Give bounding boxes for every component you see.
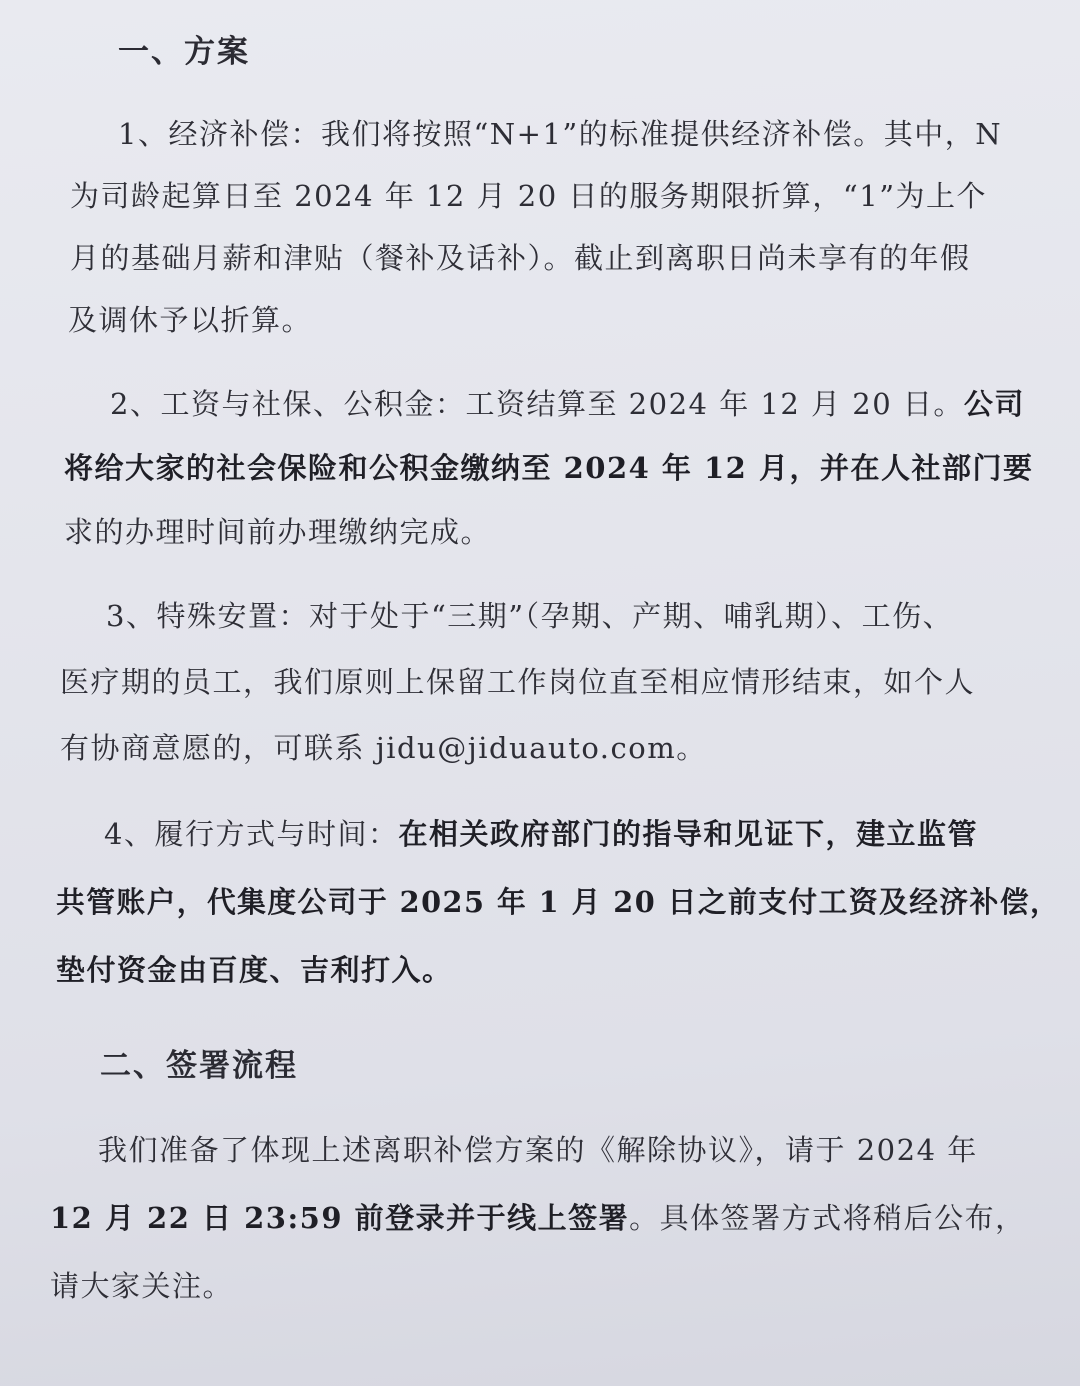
item-2-line-1: [110, 382, 1025, 423]
section-2-line-2-bold: 12 月 22 日 23:59 前登录并于线上签署: [50, 1201, 630, 1235]
item-3-line-3: 有协商意愿的，可联系 jidu@jiduauto.com。: [60, 731, 707, 765]
section-2-line-2: [50, 1196, 1026, 1237]
item-1-line-1: 1、经济补偿：我们将按照“N+1”的标准提供经济补偿。其中，N: [118, 117, 1003, 151]
item-1-line-4: 及调休予以折算。: [68, 303, 313, 337]
item-2-line-1-normal: 2、工资与社保、公积金：工资结算至 2024 年 12 月 20 日。: [110, 387, 964, 421]
section-2-line-3: 请大家关注。: [50, 1269, 234, 1303]
item-4-line-3: 垫付资金由百度、吉利打入。: [56, 953, 453, 987]
item-1-line-2: 为司龄起算日至 2024 年 12 月 20 日的服务期限折算，“1”为上个: [70, 179, 988, 213]
item-4-line-1-normal: 4、履行方式与时间：: [104, 817, 399, 851]
item-2-line-2: 将给大家的社会保险和公积金缴纳至 2024 年 12 月，并在人社部门要: [64, 451, 1034, 485]
item-1-line-3: 月的基础月薪和津贴（餐补及话补）。截止到离职日尚未享有的年假: [70, 241, 971, 275]
item-2-line-3: 求的办理时间前办理缴纳完成。: [64, 515, 492, 549]
item-4-line-1-bold: 在相关政府部门的指导和见证下，建立监管: [398, 817, 978, 851]
section-2-line-1: 我们准备了体现上述离职补偿方案的《解除协议》，请于 2024 年: [98, 1133, 978, 1167]
item-4-line-2: 共管账户，代集度公司于 2025 年 1 月 20 日之前支付工资及经济补偿，: [56, 885, 1061, 919]
section-2-heading: 二、签署流程: [100, 1048, 298, 1084]
item-2-line-1-bold: 公司: [963, 387, 1025, 421]
item-4-line-1: [104, 812, 978, 853]
section-1-heading: 一、方案: [118, 34, 250, 70]
section-2-line-2-normal: 。具体签署方式将稍后公布，: [629, 1201, 1026, 1235]
item-3-line-2: 医疗期的员工，我们原则上保留工作岗位直至相应情形结束，如个人: [60, 665, 976, 699]
item-3-line-1: 3、特殊安置：对于处于“三期”（孕期、产期、哺乳期）、工伤、: [106, 599, 954, 633]
